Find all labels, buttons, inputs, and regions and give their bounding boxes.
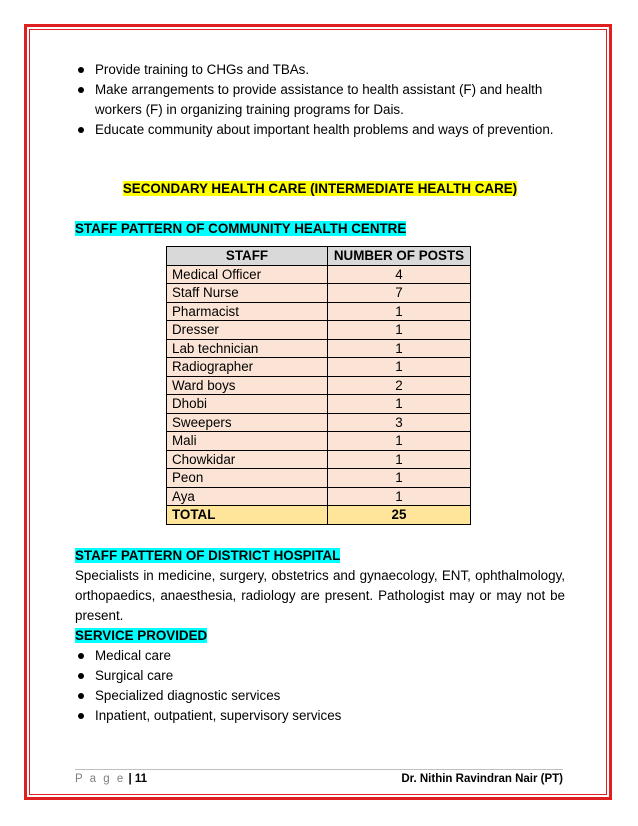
table-row bbox=[167, 487, 471, 506]
list-item: Surgical care bbox=[75, 666, 565, 686]
total-value: 25 bbox=[328, 506, 471, 525]
staff-cell: Aya bbox=[167, 487, 328, 506]
dh-paragraph: Specialists in medicine, surgery, obstetrics and gynaecology, ENT, ophthalmology, orthopaedics, anaesthesia, radiology are present. Pathologist may or may not be present. bbox=[75, 567, 565, 623]
posts-cell: 1 bbox=[328, 358, 471, 377]
services-list bbox=[75, 646, 565, 726]
page-number-block bbox=[75, 773, 147, 785]
list-item: Medical care bbox=[75, 646, 565, 666]
list-item: Educate community about important health problems and ways of prevention. bbox=[75, 120, 565, 140]
staff-cell: Dhobi bbox=[167, 395, 328, 414]
list-item: Provide training to CHGs and TBAs. bbox=[75, 60, 565, 80]
page-content bbox=[75, 60, 565, 726]
staff-table bbox=[166, 246, 471, 525]
total-label: TOTAL bbox=[167, 506, 328, 525]
table-row bbox=[167, 413, 471, 432]
posts-cell: 1 bbox=[328, 487, 471, 506]
table-row bbox=[167, 450, 471, 469]
posts-cell: 1 bbox=[328, 432, 471, 451]
footer-rule bbox=[75, 769, 563, 770]
top-bullet-list bbox=[75, 60, 565, 140]
posts-cell: 4 bbox=[328, 265, 471, 284]
list-item: Make arrangements to provide assistance to health assistant (F) and health workers (F) in organizing training programs for Dais. bbox=[75, 80, 565, 120]
posts-cell: 2 bbox=[328, 376, 471, 395]
page-word: P a g e bbox=[75, 773, 126, 785]
page-number: | 11 bbox=[128, 773, 148, 785]
staff-cell: Sweepers bbox=[167, 413, 328, 432]
footer-author: Dr. Nithin Ravindran Nair (PT) bbox=[401, 773, 563, 785]
posts-cell: 1 bbox=[328, 321, 471, 340]
service-heading: SERVICE PROVIDED bbox=[75, 627, 208, 643]
list-item: Specialized diagnostic services bbox=[75, 686, 565, 706]
staff-cell: Chowkidar bbox=[167, 450, 328, 469]
table-row bbox=[167, 302, 471, 321]
posts-cell: 1 bbox=[328, 339, 471, 358]
table-total-row bbox=[167, 506, 471, 525]
table-row bbox=[167, 321, 471, 340]
table-row bbox=[167, 376, 471, 395]
staff-cell: Ward boys bbox=[167, 376, 328, 395]
dh-heading-wrap bbox=[75, 546, 565, 566]
table-row bbox=[167, 284, 471, 303]
chc-heading: STAFF PATTERN OF COMMUNITY HEALTH CENTRE bbox=[75, 221, 407, 236]
chc-heading-wrap bbox=[75, 219, 565, 239]
table-row bbox=[167, 358, 471, 377]
table-row bbox=[167, 265, 471, 284]
table-header-row bbox=[167, 247, 471, 266]
staff-cell: Medical Officer bbox=[167, 265, 328, 284]
staff-cell: Mali bbox=[167, 432, 328, 451]
table-row bbox=[167, 339, 471, 358]
table-row bbox=[167, 469, 471, 488]
staff-cell: Lab technician bbox=[167, 339, 328, 358]
posts-cell: 1 bbox=[328, 302, 471, 321]
staff-cell: Dresser bbox=[167, 321, 328, 340]
section-title: SECONDARY HEALTH CARE (INTERMEDIATE HEALTH CARE) bbox=[122, 181, 518, 196]
col-header-posts: NUMBER OF POSTS bbox=[328, 247, 471, 266]
col-header-staff: STAFF bbox=[167, 247, 328, 266]
list-item: Inpatient, outpatient, supervisory services bbox=[75, 706, 565, 726]
dh-heading: STAFF PATTERN OF DISTRICT HOSPITAL bbox=[75, 547, 341, 563]
service-heading-wrap bbox=[75, 626, 565, 646]
section-title-wrap bbox=[75, 179, 565, 199]
posts-cell: 1 bbox=[328, 395, 471, 414]
staff-cell: Staff Nurse bbox=[167, 284, 328, 303]
posts-cell: 7 bbox=[328, 284, 471, 303]
posts-cell: 3 bbox=[328, 413, 471, 432]
staff-cell: Peon bbox=[167, 469, 328, 488]
staff-cell: Radiographer bbox=[167, 358, 328, 377]
table-row bbox=[167, 432, 471, 451]
posts-cell: 1 bbox=[328, 450, 471, 469]
table-row bbox=[167, 395, 471, 414]
staff-cell: Pharmacist bbox=[167, 302, 328, 321]
posts-cell: 1 bbox=[328, 469, 471, 488]
